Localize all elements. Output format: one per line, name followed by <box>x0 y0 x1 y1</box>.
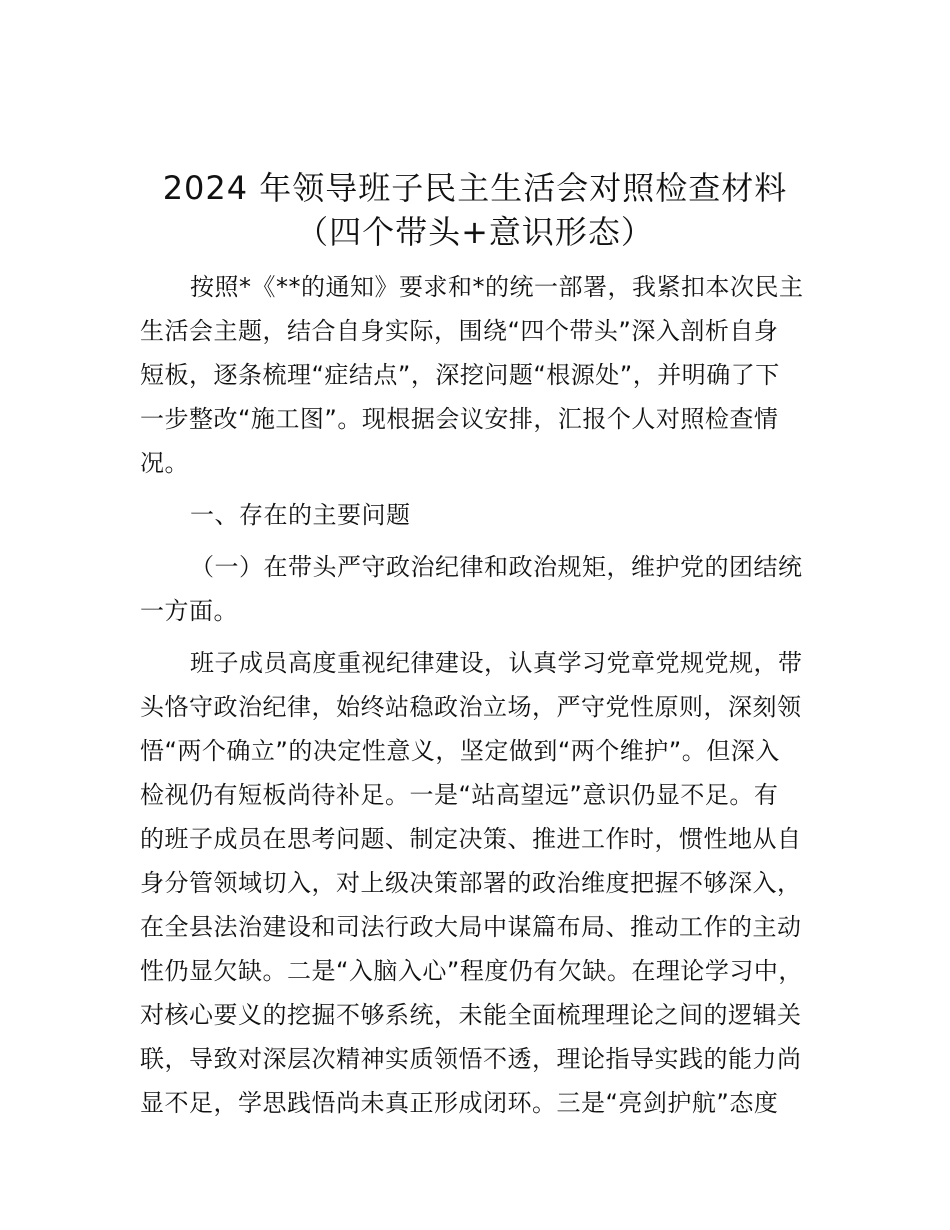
paragraph-line: 短板，逐条梳理“症结点”，深挖问题“根源处”，并明确了下 <box>140 361 780 389</box>
paragraph-line: 身分管领域切入，对上级决策部署的政治维度把握不够深入， <box>140 869 802 897</box>
paragraph-line: 对核心要义的挖掘不够系统，未能全面梳理理论之间的逻辑关 <box>140 1001 802 1029</box>
paragraph-line: 检视仍有短板尚待补足。一是“站高望远”意识仍显不足。有 <box>140 781 779 809</box>
subsection-heading-cont: 一方面。 <box>140 597 238 625</box>
paragraph-line: 显不足，学思践悟尚未真正形成闭环。三是“亮剑护航”态度 <box>140 1089 779 1117</box>
paragraph-line: 性仍显欠缺。二是“入脑入心”程度仍有欠缺。在理论学习中， <box>140 957 803 985</box>
subsection-heading: （一）在带头严守政治纪律和政治规矩，维护党的团结统 <box>190 553 803 581</box>
paragraph-line: 联，导致对深层次精神实质领悟不透，理论指导实践的能力尚 <box>140 1045 802 1073</box>
paragraph-line: 生活会主题，结合自身实际，围绕“四个带头”深入剖析自身 <box>140 317 779 345</box>
paragraph-line: 头恪守政治纪律，始终站稳政治立场，严守党性原则，深刻领 <box>140 693 802 721</box>
paragraph-line: 悟“两个确立”的决定性意义，坚定做到“两个维护”。但深入 <box>140 737 780 765</box>
paragraph-line: 的班子成员在思考问题、制定决策、推进工作时，惯性地从自 <box>140 825 802 853</box>
paragraph-line: 况。 <box>140 449 189 477</box>
document-subtitle: （四个带头+意识形态） <box>296 213 654 251</box>
paragraph-line: 班子成员高度重视纪律建设，认真学习党章党规党规，带 <box>190 649 803 677</box>
document-title: 2024 年领导班子民主生活会对照检查材料 <box>162 169 788 207</box>
section-heading: 一、存在的主要问题 <box>190 501 411 529</box>
paragraph-line: 按照*《**的通知》要求和*的统一部署，我紧扣本次民主 <box>190 273 804 301</box>
paragraph-line: 一步整改“施工图”。现根据会议安排，汇报个人对照检查情 <box>140 405 779 433</box>
paragraph-line: 在全县法治建设和司法行政大局中谋篇布局、推动工作的主动 <box>140 913 802 941</box>
